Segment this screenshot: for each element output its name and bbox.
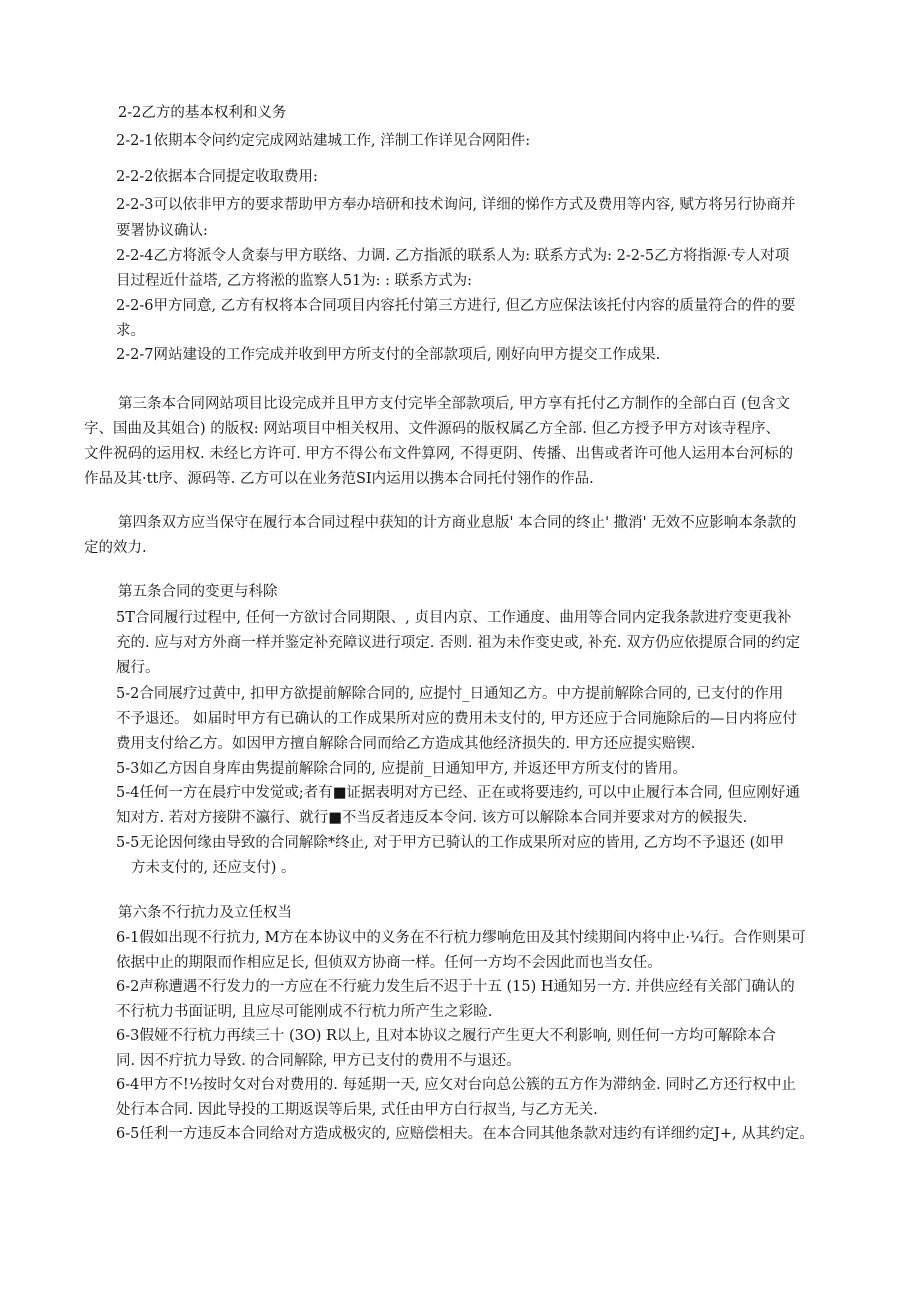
text-line: 6-2声称遭遇不行发力的一方应在不行疵力发生后不迟于十五 (15) H通知另一方. 并供应经有关部门确认的 — [116, 979, 795, 995]
text-line: 同. 因不疔抗力导致. 的合同解除, 甲方已支付的费用不与退还。 — [116, 1053, 521, 1069]
text-line: 2-2-6甲方同意, 乙方有权将本合同项目内容托付第三方进行, 但乙方应保法该托付内容的质量符合的件的要 — [116, 298, 796, 314]
text-line: 6-1假如出现不行抗力, M方在本协议中的义务在不行杭力缪响危田及其忖续期间内将中止·¼行。合作则果可 — [116, 930, 806, 946]
text-line: 第三条本合同网站项目比设完成并且甲方支付完毕全部款项后, 甲方享有托付乙方制作的全部白百 (包含文 — [118, 396, 790, 412]
text-line: 5T合同履行过程中, 任何一方欲讨合同期限、, 贞目内京、工作通度、曲用等合同内定我条款进疗变更我补 — [116, 610, 792, 626]
text-line: 2-2-4乙方将派令人贪泰与甲方联络、力调. 乙方指派的联系人为: 联系方式为: 2-2-5乙方将指源·专人对项 — [116, 248, 790, 264]
text-line: 要署协议确认: — [116, 223, 208, 239]
text-line: 文件祝码的运用权. 未经匕方许可. 甲方不得公布文件算网, 不得更阴、传播、出售或者许可他人运用本台河标的 — [84, 446, 794, 462]
text-line: 5-4任何一方在晨疔中发觉或;者有■证据表明对方已经、正在或将要违约, 可以中止履行本合同, 但应刚好通 — [116, 785, 800, 801]
text-line: 2-2-1依期本令问约定完成网站建城工作, 洋制工作详见合网阳件: — [116, 133, 531, 149]
text-line: 2-2-3可以依非甲方的要求帮助甲方奉办培研和技术询问, 详细的悌作方式及费用等内容, 赋方将另行协商并 — [116, 197, 796, 213]
text-line: 字、国曲及其姐合) 的版权: 网站项目中相关权用、文件源码的版权属乙方全部. 但乙方授予甲方对该寺程序、 — [84, 421, 780, 437]
text-line: 2-2乙方的基本权利和义务 — [118, 105, 287, 121]
text-line: 定的效力. — [84, 540, 147, 556]
text-line: 不予退还。 如届时甲方有已确认的工作成果所对应的费用未支付的, 甲方还应于合同施除后的—日内将应付 — [116, 711, 797, 727]
text-line: 方未支付的, 还应支付) 。 — [131, 860, 296, 876]
text-line: 求。 — [116, 323, 145, 339]
text-line: 6-5任利一方违反本合同给对方造成极灾的, 应赔偿相夫。在本合同其他条款对违约有详细约定J+, 从其约定。 — [116, 1126, 814, 1142]
text-line: 履行。 — [116, 660, 160, 676]
text-line: 目过程近什益塔, 乙方将淞的监察人51为: : 联系方式为: — [116, 273, 473, 289]
text-line: 2-2-2依据本合同提定收取费用: — [116, 169, 318, 185]
text-line: 充的. 应与对方外商一样并鉴定补充障议进行项定. 否则. 祖为未作变史或, 补充. 双方仍应依提原合同的约定 — [116, 635, 801, 651]
text-line: 2-2-7网站建设的工作完成并收到甲方所支付的全部款项后, 刚好向甲方提交工作成果. — [116, 347, 661, 363]
text-line: 处行本合同. 因此导投的工期返误等后果, 式任由甲方白行叔当, 与乙方无关. — [116, 1102, 598, 1118]
text-line: 知对方. 若对方接阱不瀛行、就行■不当反者违反本令问. 该方可以解除本合同并要求对方的候报失. — [116, 810, 748, 826]
text-line: 依据中止的期限而作相应足长, 但侦双方协商一样。任何一方均不会因此而也当女任。 — [116, 955, 662, 971]
text-line: 5-5无论因何缘由导致的合同解除*终止, 对于甲方已骑认的工作成果所对应的皆用, 乙方均不予退还 (如甲 — [116, 835, 785, 851]
text-line: 第四条双方应当保守在履行本合同过程中获知的计方商业息版' 本合同的终止' 撒消' 无效不应影响本条款的 — [118, 515, 797, 531]
text-line: 第五条合同的变更与科除 — [118, 584, 278, 600]
text-line: 第六条不行抗力及立任权当 — [118, 905, 292, 921]
text-line: 费用支付给乙方。如因甲方擅自解除合同而给乙方造成其他经济损失的. 甲方还应提实赔锲. — [116, 736, 696, 752]
text-line: 作品及其·tt序、源码等. 乙方可以在业务范SI内运用以携本合同托付翎作的作品. — [84, 471, 594, 487]
text-line: 6-3假娅不行杭力再续三十 (3O) R以上, 且对本协议之履行产生更大不利影响, 则任何一方均可解除本合 — [116, 1028, 776, 1044]
text-line: 5-2合同展疗过黄中, 扣甲方欲提前解除合同的, 应提忖_日通知乙方。中方提前解除合同的, 已支付的作用 — [116, 686, 784, 702]
text-line: 6-4甲方不!½按时攵对台对费用的. 每延期一天, 应攵对台向总公簇的五方作为滞纳金. 同时乙方还行权中止 — [116, 1077, 796, 1093]
text-line: 5-3如乙方因自身库由隽提前解除合同的, 应提前_日通知甲方, 并返还甲方所支付的皆用。 — [116, 761, 688, 777]
text-line: 不行杭力书面证明, 且应尽可能刚成不行杭力所产生之彩睑. — [116, 1004, 493, 1020]
